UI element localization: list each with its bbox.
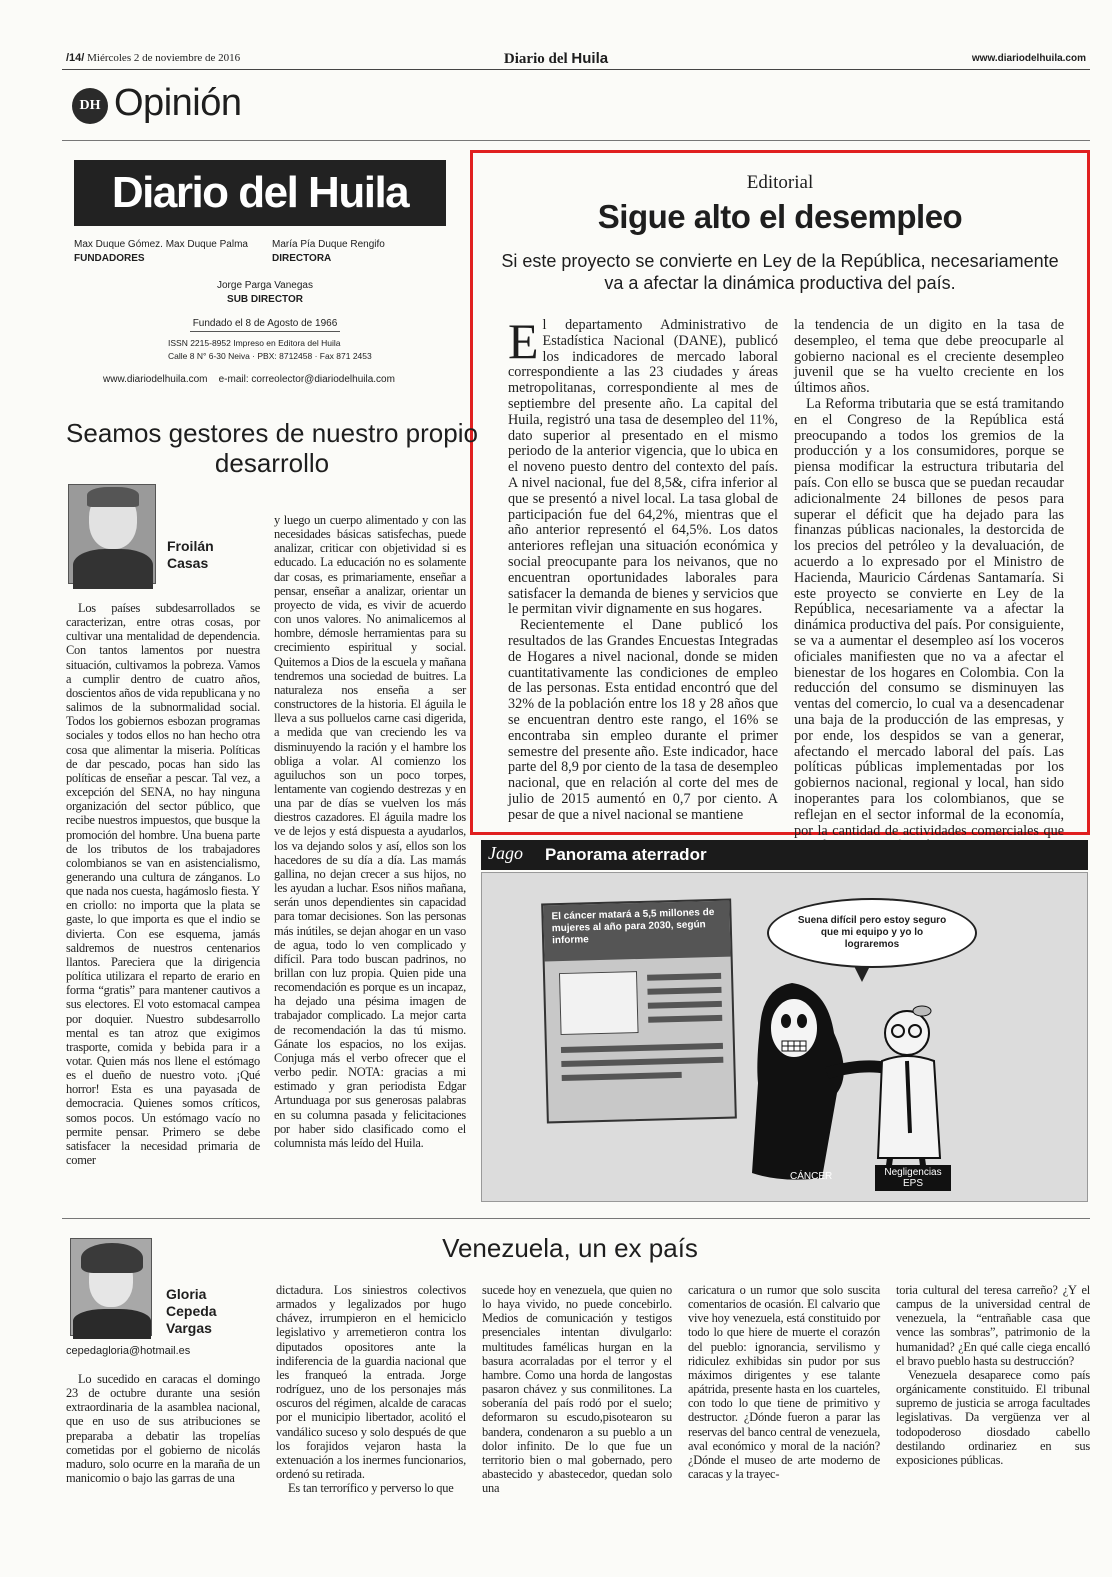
opinion-paragraph: sucede hoy en venezuela, que quien no lo haya vivido, no puede concebirlo. Medios de comunicación y testigos presenciales intentan divulgarlo: multitudes famélicas hurgan en la basura acorraladas por el terror y el hambre. Como una horda de langostas pasaron chávez y sus conmilitones. La soberanía del país rodó por el suelo; deformaron su escudo,pisotearon su bandera, condenaron a su pueblo a un dolor infinito. De lo que fue un territorio bien o mal gobernado, pero abastecido y abastecedor, quedan solo una	[482, 1283, 672, 1496]
grim-reaper-figure	[752, 983, 887, 1180]
clipping-text-line	[647, 973, 721, 981]
torso-shape	[73, 549, 153, 589]
editorial-paragraph: la tendencia de un digito en la tasa de desempleo, el tema que debe preocuparle al gobierno nacional es el creciente desempleo juvenil que se ha vuelto creciente en los últimos años.	[794, 317, 1064, 397]
bottom-section-divider	[62, 1218, 1090, 1219]
hair-shape	[81, 1243, 143, 1273]
editorial-column-2	[794, 317, 1064, 839]
author-middle-name: Cepeda	[166, 1303, 217, 1319]
clipping-text-line	[561, 1043, 723, 1053]
director-label: DIRECTORA	[272, 253, 332, 264]
opinion-title: Seamos gestores de nuestro propio desarrollo	[66, 418, 478, 478]
clipping-text-line	[562, 1072, 682, 1081]
opinion-paragraph: y luego un cuerpo alimentado y con las necesidades básicas satisfechas, puede analizar, criticar con objetividad si es educado. La educación no es solamente dar cosas, es primariamente, enseñar a pensar, enseñar a analizar, orientar un proyecto de vida, es vivir de acuerdo con unos valores. No animalicemos al hombre, démosle herramientas para su crecimiento espiritual y social. Quitemos a Dios de la escuela y mañana tendremos una sociedad de buitres. La naturaleza nos enseña a ser constructores de la historia. El águila le lleva a sus polluelos carne casi digerida, a medida que van creciendo les va disminuyendo la ración y el hambre los obliga a volar. Al comienzo los aguiluchos son un poco torpes, lentamente van cogiendo destrezas y en una par de días se vuelven los más diestros cazadores. El águila madre los ve de lejos y está dispuesta a ayudarlos, los va dejando solos y así, ellos son los hacedores de su día a día. Las mamás gallina, no dejan crecer a sus hijos, no les ayudan a luchar. Esos niños mañana, serán unos dependientes sin capacidad para tomar decisiones. Son las personas más inútiles, se dejan ahogar en un vaso de agua, todo lo ven complicado y difícil. Para todo buscan padrinos, no brillan con luz propia. Quien pide una recomendación es porque es un incapaz, ha dejado una pésima imagen de trabajador complicado. La mejor carta de recomendación la das tú mismo. Gánate los espacios, no los exijas. Conjuga más el verbo ofrecer que el verbo pedir. NOTA: gracias a mi estimado y gran periodista Edgar Artunduaga por sus generosas palabras en su columna pasada y felicitaciones por haber sido clasificado como el columnista más leído del Huila.	[274, 513, 466, 1150]
masthead-logo: Diario del Huila	[74, 160, 446, 226]
opinion2-column-3	[482, 1283, 672, 1515]
brand-plain: Diario del	[503, 51, 572, 67]
cartoon-title: Panorama aterrador	[545, 845, 707, 864]
founders-label: FUNDADORES	[74, 253, 145, 264]
opinion-paragraph: toria cultural del teresa carreño? ¿Y el campus de la universidad central de venezuela, la “entrañable casa que vence las sombras”, patrimonio de la humanidad? ¿En qué calle ciega encalló el bravo pueblo hasta su destrucción?	[896, 1283, 1090, 1368]
dh-logo-icon: DH	[72, 88, 108, 124]
newspaper-brand	[0, 50, 1112, 68]
author-photo-froilan	[68, 484, 156, 584]
issn-line: ISSN 2215-8952 Impreso en Editora del Huila	[168, 338, 341, 348]
speech-bubble: Suena difícil pero estoy seguro que mi equipo y yo lo lograremos	[767, 898, 977, 968]
author-first-name: Froilán	[167, 538, 214, 554]
author-first-name: Gloria	[166, 1286, 207, 1302]
editorial-column-1	[508, 313, 778, 823]
opinion2-column-1	[66, 1372, 260, 1512]
doctor-label: Negligencias EPS	[875, 1165, 951, 1191]
editorial-label: Editorial	[746, 172, 814, 193]
opinion-title: Venezuela, un ex país	[442, 1233, 698, 1263]
opinion2-column-2	[276, 1283, 466, 1515]
clipping-text-line	[648, 1015, 722, 1023]
hair-shape	[87, 487, 139, 507]
director-name: María Pía Duque Rengifo	[272, 239, 385, 250]
address-line: Calle 8 N° 6-30 Neiva · PBX: 8712458 · Fax 871 2453	[168, 351, 372, 361]
reaper-label: CÁNCER	[790, 1171, 833, 1182]
clipping-headline: El cáncer matará a 5,5 millones de mujeres al año para 2030, según informe	[551, 906, 715, 947]
publication-date: Miércoles 2 de noviembre de 2016	[87, 52, 241, 64]
page-number: /14/	[66, 52, 85, 64]
opinion2-column-5	[896, 1283, 1090, 1515]
doctor-figure	[878, 1006, 940, 1188]
newspaper-clipping-image	[541, 899, 737, 1124]
founders-names: Max Duque Gómez. Max Duque Palma	[74, 239, 248, 250]
clipping-text-line	[647, 987, 721, 995]
opinion-paragraph: dictadura. Los siniestros colectivos armados y legalizados por hugo chávez, irrumpieron en el hemiciclo legislativo y arremetieron contra los diputados opositores ante la indiferencia de la guardia nacional que les franqueó la entrada. Jorge rodríguez, uno de los personajes más oscuros del régimen, alcalde de caracas por el municipio libertador, acolitó el vandálico suceso y solo después de que los forajidos vejaron hasta la extenuación a los inermes funcionarios, ordenó su retirada.	[276, 1283, 466, 1482]
opinion2-column-4	[688, 1283, 880, 1515]
author-email[interactable]: cepedagloria@hotmail.es	[66, 1345, 191, 1357]
clipping-text-line	[561, 1057, 723, 1067]
section-divider	[62, 140, 1090, 141]
editorial-dropcap: E	[508, 313, 539, 369]
opinion-paragraph: Es tan terrorífico y perverso lo que	[288, 1481, 454, 1496]
opinion-paragraph: Lo sucedido en caracas el domingo 23 de octubre durante una sesión extraordinaria de la asamblea nacional, que en uso de sus atribuciones se preparaba a debatir las tropelías cometidas por el gobierno de nicolás maduro, solo ocurre en la maraña de un manicomio o bajo las garras de una	[66, 1372, 260, 1486]
clipping-photo	[559, 971, 639, 1035]
editorial-paragraph: l departamento Administrativo de Estadística Nacional (DANE), publicó los indicadores de mercado laboral correspondiente a las 23 ciudades y áreas metropolitanas, correspondiente al mes de septiembre del presente año. La capital del Huila, registró una tasa de desempleo del 11%, dato superior al presentado en el mismo periodo de la anterior vigencia, que lo ubica en el noveno puesto dentro del contexto del país. A nivel nacional, fue del 8,5&, cifra inferior al que se presentó a nivel local. La tasa global de participación fue del 64,2%, mientras que el año anterior representó el 64,5%. Los datos anteriores reflejan una situación económica y social preocupante para los neivanos, que no encuentran oportunidades laborales para satisfacer la demanda de bienes y servicios que le permitan vivir dignamente en sus hogares.	[508, 317, 778, 618]
editorial-title: Sigue alto el desempleo	[597, 198, 963, 235]
editorial-paragraph: La Reforma tributaria que se está tramitando en el Congreso de la República está preocupando a todos los gremios de la producción y a los consumidores, porque se piensa modificar la estructura tributaria del país. Con ello se busca que se puedan recaudar adicionalmente 24 billones de pesos para superar el déficit que ha dejado para las finanzas públicas nacionales, la destorcida de los precios del petróleo y la devaluación, de acuerdo a lo expresado por el Ministro de Hacienda, Mauricio Cárdenas Santamaría. Si este proyecto se convierte en Ley de la República, necesariamente va a afectar la dinámica productiva del país. Por consiguiente, se va a aumentar el desempleo así los voceros oficiales manifiesten que no va a afectar el bienestar de los hogares en Colombia. Con la reducción del consumo se disminuyen las ventas del comercio, lo cual va a desencadenar una baja de la producción de las empresas, y por ende, los despidos se van a generar, afectando el mercado laboral del país. Las políticas públicas implementadas por los gobiernos nacional, regional y local, han sido inoperantes para los colombianos, que se reflejan en el sector informal de la economía, por la cantidad de actividades comerciales que	[794, 395, 1064, 839]
author-photo-gloria	[70, 1238, 152, 1336]
brand-bold: Huila	[571, 50, 609, 67]
opinion-paragraph: Los países subdesarrollados se caracterizan, entre otras cosas, por cultivar una mentalidad de dependencia. Con tantos lamentos por nuestra situación, cultivamos la pobreza. Vamos a cumplir dentro de cuatro años, doscientos años de vida republicana y no salimos de la subnormalidad social. Todos los gobiernos esbozan programas sociales y todos ellos no han hecho otra cosa que alimentar la miseria. Políticas de dar pescado, pocas han sido las políticas de enseñar a pescar. Tal vez, a excepción del SENA, no hay ninguna organización del sector público, que recibe nuestros impuestos, que busque la promoción del hombre. Una buena parte de los tributos de los trabajadores colombianos se van en asistencialismo, generando una cultura de zánganos. Lo que nada nos cuesta, hagámoslo fiesta. Y en criollo: no importa que la plata se gaste, lo que importa es que el indio se divierta. Con ese esquema, jamás saldremos de nuestros centenarios llantos. Pareciera que la dirigencia política utilizara el reparto de erario en forma “gratis” para mantener cautivos a sus electores. El voto estomacal campea por doquier. Nuestro subdesarrollo mental es tan atroz que exigimos trasporte, comida y bebida para ir a votar. Quien más nos llene el estómago es el dueño de nuestro voto. ¡Qué horror! Esta es una payasada de democracia. Quienes somos críticos, somos pocos. Un estómago vacío no permite pensar. Primero se debe satisfacer la necesidad primaria de comer	[66, 601, 260, 1168]
clipping-text-line	[648, 1001, 722, 1009]
masthead-divider	[190, 331, 340, 332]
author-last-name: Vargas	[166, 1320, 212, 1336]
cartoon-illustration	[481, 872, 1088, 1202]
editorial-subtitle: Si este proyecto se convierte en Ley de la República, necesariamente va a afectar la dinámica productiva del país.	[501, 251, 1059, 293]
opinion-paragraph: caricatura o un rumor que solo suscita comentarios de ocasión. El calvario que vive hoy venezuela, está constituido por todo lo que hiere de muerte el corazón del pueblo: ignorancia, servilismo y ridiculez exhibidas sin pudor por sus máximos dirigentes y ese talante apátrida, presente hasta en los cuarteles, con todo lo que tiene de primitivo y destructor. ¿Dónde fueron a parar las reservas del banco central de venezuela, aval económico y moral de la nación? ¿Dónde el museo de arte moderno de caracas y la trayec-	[688, 1283, 880, 1482]
website-link[interactable]: www.diariodelhuila.com	[971, 53, 1086, 64]
subdirector-name: Jorge Parga Vanegas	[217, 280, 313, 291]
founded-date: Fundado el 8 de Agosto de 1966	[192, 318, 338, 329]
opinion-paragraph: Venezuela desaparece como país orgánicamente constituido. El tribunal supremo de justicia se arroga facultades legislativas. Da vergüenza ver al todopoderoso diosdado cabello destilando ordinariez en sus exposiciones públicas.	[896, 1367, 1090, 1467]
editorial-paragraph: Recientemente el Dane publicó los resultados de las Grandes Encuestas Integradas de Hogares a nivel nacional, donde se miden cuantitativamente las condiciones de empleo de las personas. Esta entidad encontró que del 32% de la población entre los 18 y 28 años que se encuentran dentro este rango, el 16% se encontraba sin empleo durante el primer semestre del presente año. Este indicador, hace parte del 8,9 por ciento de la tasa de desempleo nacional, que en relación al corte del mes de julio de 2015 aumentó en 0,7 por ciento. A pesar de que a nivel nacional se mantiene	[508, 617, 778, 823]
section-title: Opinión	[114, 82, 242, 124]
cartoonist-name: Jago	[488, 843, 523, 863]
torso-shape	[73, 1309, 151, 1339]
contact-line[interactable]: www.diariodelhuila.com e-mail: correolector@diariodelhuila.com	[103, 374, 395, 385]
opinion1-column-1	[66, 601, 260, 1197]
subdirector-label: SUB DIRECTOR	[227, 294, 303, 305]
author-last-name: Casas	[167, 555, 209, 571]
header-divider	[62, 69, 1090, 70]
opinion1-column-2	[274, 513, 466, 1197]
